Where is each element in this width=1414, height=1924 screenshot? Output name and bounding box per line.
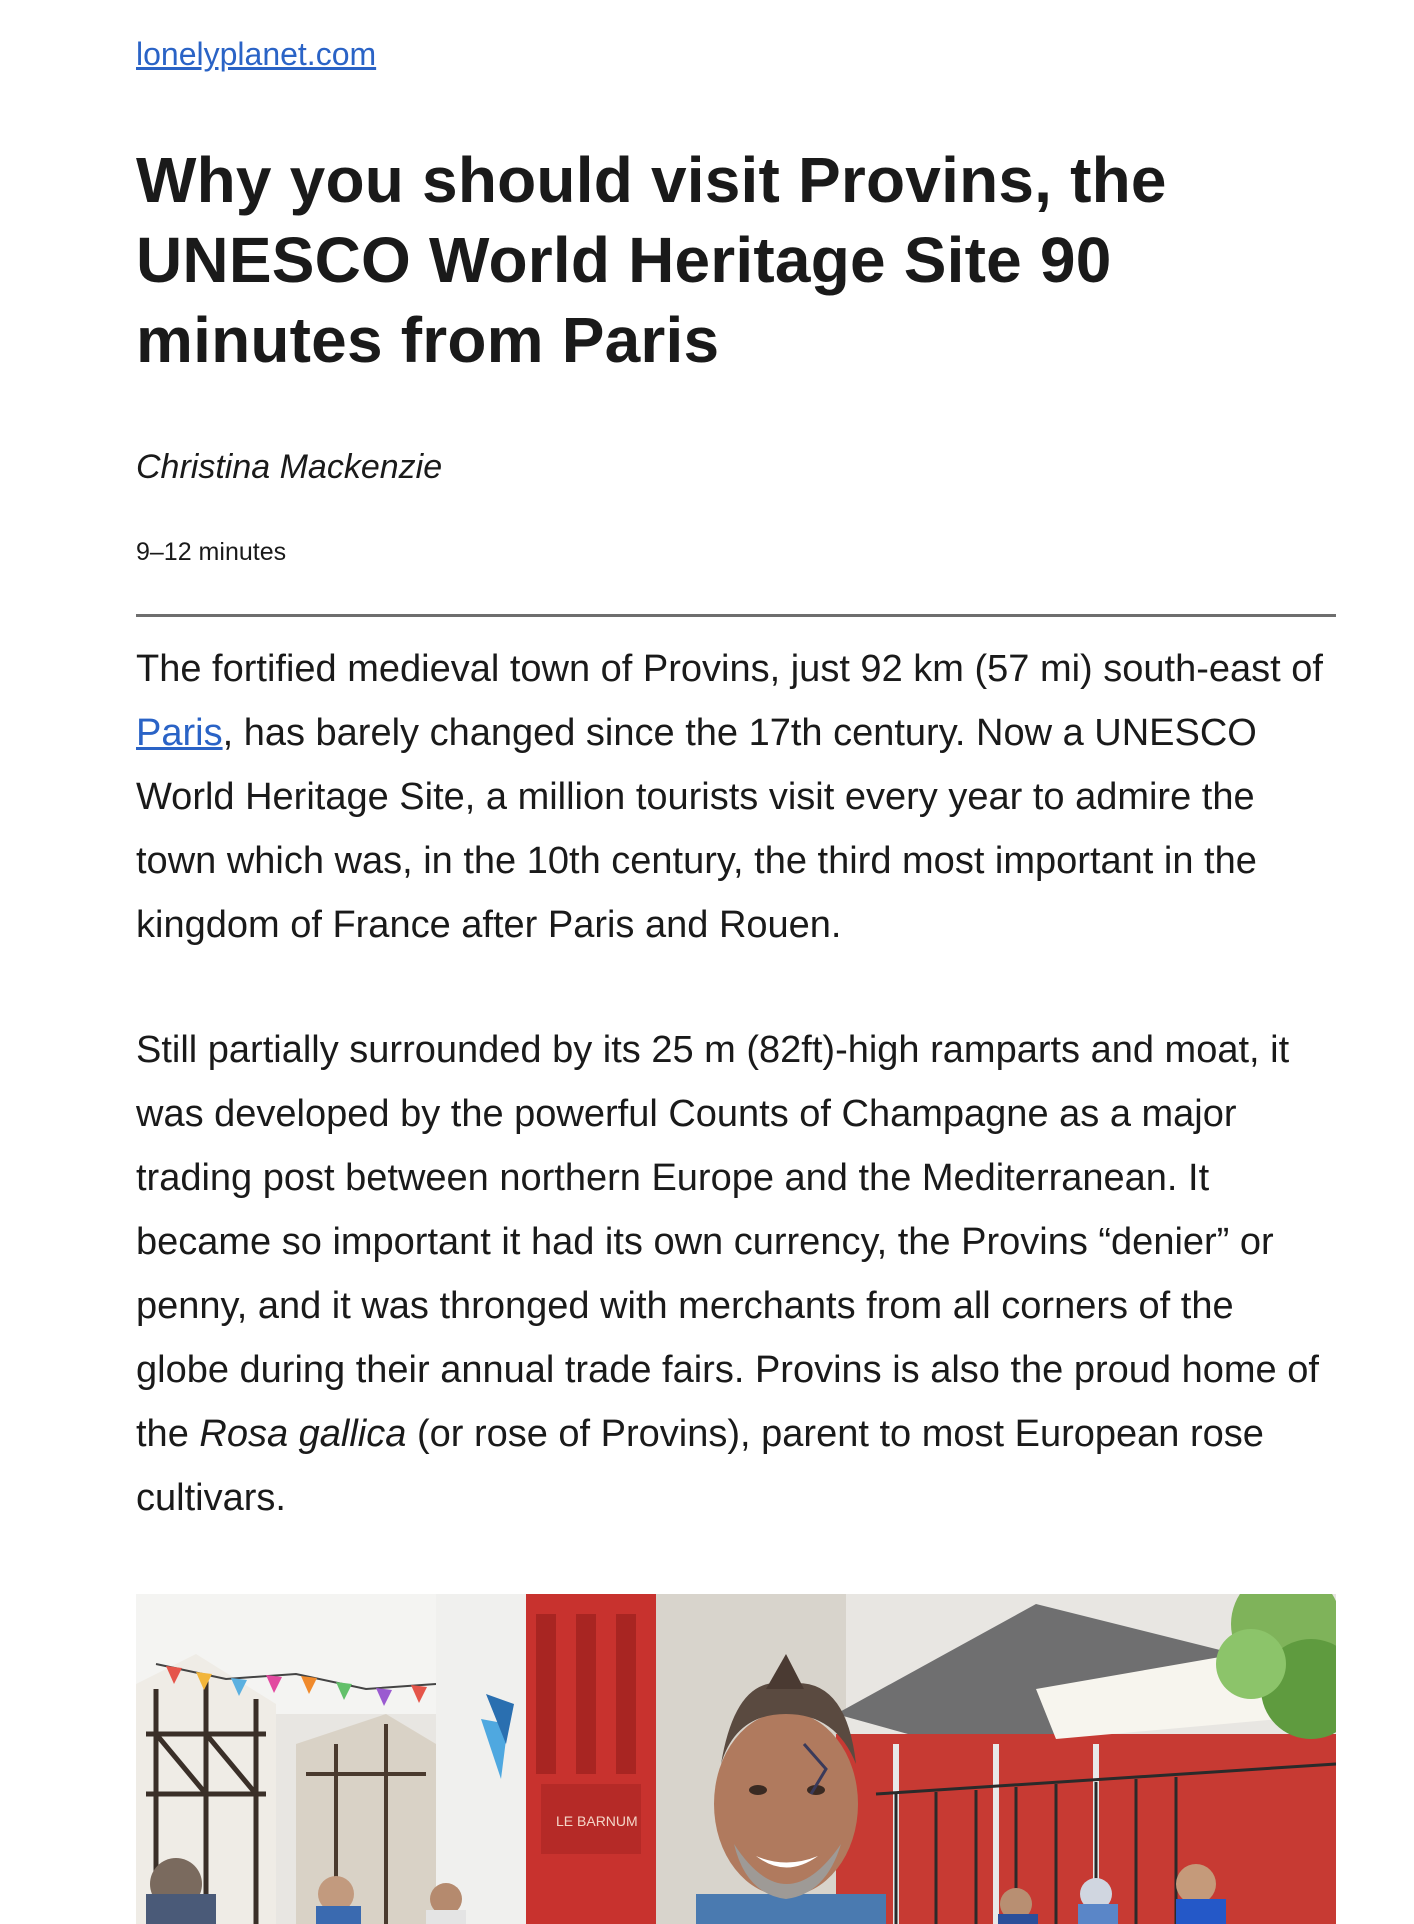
- rosa-gallica-italic: Rosa gallica: [199, 1413, 407, 1455]
- paragraph-history: [136, 1018, 1336, 1530]
- street-scene-image: [136, 1594, 1336, 1924]
- article-title: Why you should visit Provins, the UNESCO World Heritage Site 90 minutes from Paris: [136, 144, 1167, 376]
- paragraph-history-text-start: Still partially surrounded by its 25 m (82ft)-high ramparts and moat, it was developed by the powerful Counts of Champagne as a major trading post between northern Europe and the Mediterranean. It became so important it had its own currency, the Provins “denier” or penny, and it was thronged with merchants from all corners of the globe during their annual trade fairs. Provins is also the proud home of the: [136, 1029, 1319, 1455]
- paragraph-history-text-end: (or rose of Provins), parent to most European rose cultivars.: [136, 1413, 1264, 1519]
- paris-link[interactable]: Paris: [136, 712, 223, 754]
- shop-sign: LE BARNUM: [556, 1813, 638, 1829]
- paragraph-intro-text-end: , has barely changed since the 17th century. Now a UNESCO World Heritage Site, a million tourists visit every year to admire the town which was, in the 10th century, the third most important in the kingdom of France after Paris and Rouen.: [136, 712, 1257, 946]
- article-photo: [136, 1594, 1336, 1924]
- paragraph-intro: [136, 637, 1336, 957]
- divider: [136, 614, 1336, 617]
- source-link[interactable]: lonelyplanet.com: [136, 36, 377, 72]
- author-name: Christina Mackenzie: [136, 448, 443, 486]
- read-time: 9–12 minutes: [136, 538, 287, 566]
- paragraph-intro-text-start: The fortified medieval town of Provins, just 92 km (57 mi) south-east of: [136, 648, 1323, 690]
